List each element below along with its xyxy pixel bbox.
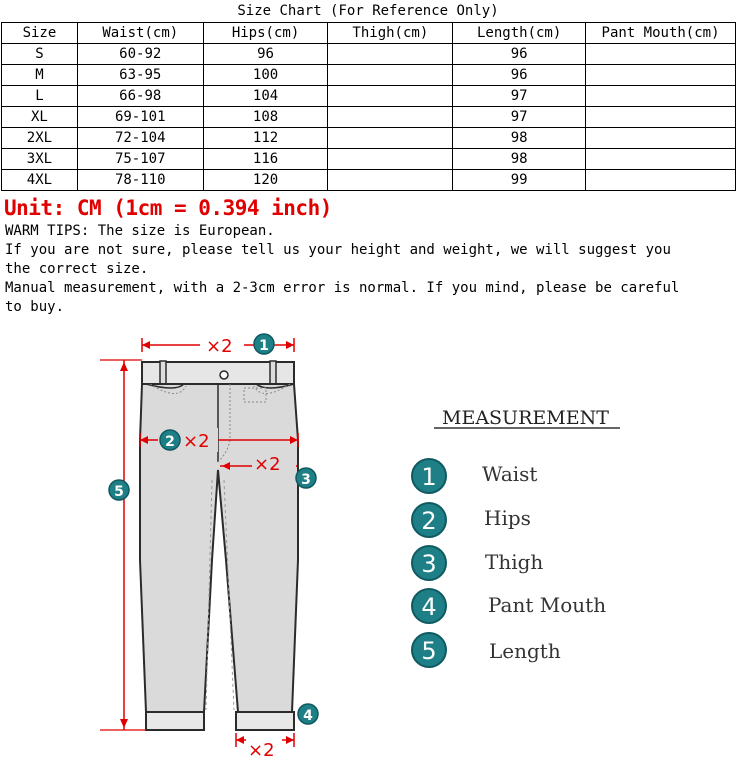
legend-number: 2 xyxy=(421,507,437,535)
legend-item xyxy=(412,503,531,537)
col-header-thigh: Thigh(cm) xyxy=(328,23,453,44)
cell-size: 3XL xyxy=(2,149,78,170)
legend-number: 1 xyxy=(421,463,437,491)
table-header-row xyxy=(2,23,736,44)
cell-size: M xyxy=(2,65,78,86)
col-header-length: Length(cm) xyxy=(453,23,586,44)
legend-item xyxy=(412,633,561,667)
cell-size: 2XL xyxy=(2,128,78,149)
legend-label: Pant Mouth xyxy=(488,593,607,617)
cell-length: 96 xyxy=(453,65,586,86)
cell-hips: 112 xyxy=(203,128,328,149)
table-row xyxy=(2,65,736,86)
measurement-illustration xyxy=(0,320,736,772)
tip-line: Manual measurement, with a 2-3cm error is normal. If you mind, please be careful xyxy=(5,280,680,296)
cell-thigh xyxy=(328,86,453,107)
table-row xyxy=(2,107,736,128)
cell-hips: 116 xyxy=(203,149,328,170)
table-row xyxy=(2,149,736,170)
cell-pant-mouth xyxy=(586,65,736,86)
pants-icon xyxy=(140,361,298,730)
cell-thigh xyxy=(328,107,453,128)
table-row xyxy=(2,44,736,65)
hips-multiplier: ×2 xyxy=(183,431,210,452)
cell-pant-mouth xyxy=(586,128,736,149)
col-header-size: Size xyxy=(2,23,78,44)
table-row xyxy=(2,128,736,149)
cell-thigh xyxy=(328,149,453,170)
cell-length: 98 xyxy=(453,149,586,170)
cell-hips: 108 xyxy=(203,107,328,128)
col-header-pant-mouth: Pant Mouth(cm) xyxy=(586,23,736,44)
cell-waist: 69-101 xyxy=(77,107,203,128)
cell-pant-mouth xyxy=(586,107,736,128)
cell-length: 97 xyxy=(453,86,586,107)
cell-thigh xyxy=(328,44,453,65)
legend-label: Length xyxy=(489,639,561,663)
cell-pant-mouth xyxy=(586,86,736,107)
waist-multiplier: ×2 xyxy=(206,336,233,357)
cell-length: 99 xyxy=(453,170,586,191)
cell-length: 98 xyxy=(453,128,586,149)
thigh-marker: 3 xyxy=(301,472,311,488)
legend-item xyxy=(412,589,606,623)
legend-title: MEASUREMENT xyxy=(442,407,609,429)
size-table xyxy=(1,22,736,191)
tip-line: If you are not sure, please tell us your height and weight, we will suggest you xyxy=(5,242,671,258)
legend-label: Hips xyxy=(484,506,531,530)
legend-item xyxy=(412,459,537,493)
cell-waist: 78-110 xyxy=(77,170,203,191)
cell-length: 97 xyxy=(453,107,586,128)
hips-marker: 2 xyxy=(165,434,175,450)
cell-size: XL xyxy=(2,107,78,128)
legend-number: 3 xyxy=(421,550,437,578)
cell-pant-mouth xyxy=(586,149,736,170)
cell-waist: 60-92 xyxy=(77,44,203,65)
waist-marker: 1 xyxy=(259,338,269,354)
cell-pant-mouth xyxy=(586,44,736,65)
legend-label: Thigh xyxy=(485,550,544,574)
legend-item xyxy=(412,546,543,580)
mouth-marker: 4 xyxy=(303,708,313,724)
cell-waist: 72-104 xyxy=(77,128,203,149)
legend-number: 4 xyxy=(421,593,437,621)
cell-waist: 63-95 xyxy=(77,65,203,86)
cell-waist: 75-107 xyxy=(77,149,203,170)
cell-size: L xyxy=(2,86,78,107)
col-header-hips: Hips(cm) xyxy=(203,23,328,44)
cell-hips: 120 xyxy=(203,170,328,191)
cell-thigh xyxy=(328,170,453,191)
table-row xyxy=(2,86,736,107)
table-row xyxy=(2,170,736,191)
col-header-waist: Waist(cm) xyxy=(77,23,203,44)
tip-line: the correct size. xyxy=(5,261,149,277)
length-marker: 5 xyxy=(114,484,124,500)
waist-measure-line xyxy=(142,334,294,357)
thigh-multiplier: ×2 xyxy=(254,454,281,475)
cell-length: 96 xyxy=(453,44,586,65)
legend-number: 5 xyxy=(421,637,437,665)
legend-label: Waist xyxy=(482,462,538,486)
mouth-multiplier: ×2 xyxy=(248,740,275,761)
measurement-legend xyxy=(412,407,620,667)
warm-tips-line: WARM TIPS: The size is European. xyxy=(5,223,275,239)
chart-title: Size Chart (For Reference Only) xyxy=(237,3,499,19)
cell-thigh xyxy=(328,65,453,86)
cell-hips: 104 xyxy=(203,86,328,107)
cell-hips: 100 xyxy=(203,65,328,86)
unit-note: Unit: CM (1cm = 0.394 inch) xyxy=(4,196,332,220)
cell-size: 4XL xyxy=(2,170,78,191)
cell-pant-mouth xyxy=(586,170,736,191)
cell-size: S xyxy=(2,44,78,65)
cell-hips: 96 xyxy=(203,44,328,65)
tip-line: to buy. xyxy=(5,299,65,315)
cell-thigh xyxy=(328,128,453,149)
cell-waist: 66-98 xyxy=(77,86,203,107)
